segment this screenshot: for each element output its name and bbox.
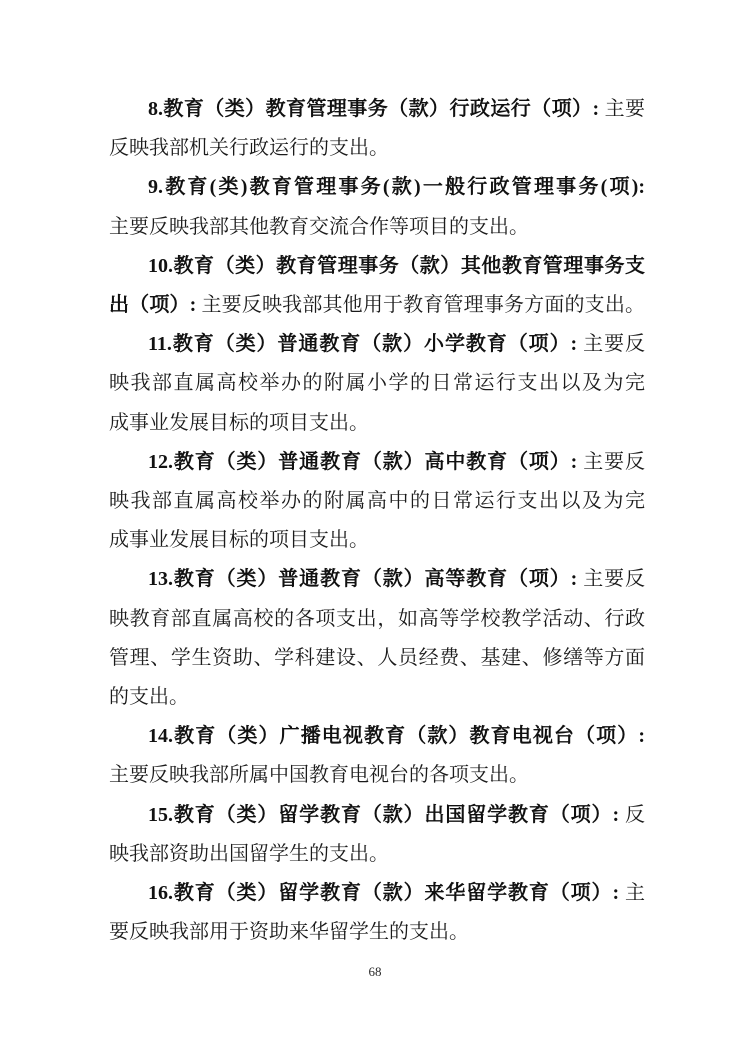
text-line [109,913,645,952]
text-line [109,874,645,913]
clause-text: 主要反映我部其他教育交流合作等项目的支出。 [109,215,529,238]
text-line [109,364,645,403]
paragraph-16 [109,874,645,952]
clause-text: 要反映我部用于资助来华留学生的支出。 [109,921,469,944]
page-footer [0,964,750,980]
clause-heading: 9.教育(类)教育管理事务(款)一般行政管理事务(项): [148,176,645,199]
clause-heading: 15.教育（类）留学教育（款）出国留学教育（项）: [148,803,620,826]
clause-heading: 16.教育（类）留学教育（款）来华留学教育（项）: [148,882,620,905]
text-line [109,404,645,443]
text-line [109,756,645,795]
text-line [109,796,645,835]
text-line [109,129,645,168]
page-number: 68 [368,964,382,979]
text-line [109,443,645,482]
paragraph-13 [109,560,645,717]
paragraph-15 [109,796,645,874]
paragraph-11 [109,325,645,443]
clause-text: 映教育部直属高校的各项支出，如高等学校教学活动、行政 [109,607,645,630]
text-line [109,678,645,717]
paragraph-12 [109,443,645,561]
clause-text: 管理、学生资助、学科建设、人员经费、基建、修缮等方面 [109,646,645,669]
clause-text: 主要 [599,98,646,120]
clause-text: 主 [619,882,645,905]
text-line [109,325,645,364]
clause-text: 反映我部机关行政运行的支出。 [109,137,389,160]
paragraph-10 [109,247,645,325]
text-line [109,717,645,756]
text-line [109,208,645,247]
clause-heading: 13.教育（类）普通教育（款）高等教育（项）: [148,568,578,591]
text-line [109,521,645,560]
document-body [109,0,645,952]
text-line [109,600,645,639]
text-line [109,247,645,286]
paragraph-14 [109,717,645,795]
text-line [109,639,645,678]
clause-text: 成事业发展目标的项目支出。 [109,411,369,434]
clause-text: 映我部资助出国留学生的支出。 [109,842,389,865]
clause-text: 反 [619,803,645,826]
text-line [109,90,645,129]
text-line [109,835,645,874]
clause-heading: 12.教育（类）普通教育（款）高中教育（项）: [148,450,578,473]
text-line [109,482,645,521]
clause-heading: 11.教育（类）普通教育（款）小学教育（项）: [148,333,578,356]
text-line [109,286,645,325]
clause-heading: 10.教育（类）教育管理事务（款）其他教育管理事务支 [148,254,645,277]
text-line [109,560,645,599]
clause-text: 映我部直属高校举办的附属高中的日常运行支出以及为完 [109,490,645,513]
clause-text: 主要反映我部其他用于教育管理事务方面的支出。 [196,294,645,317]
clause-text: 主要反 [577,333,645,356]
clause-text: 主要反 [577,568,645,591]
clause-heading: 出（项）: [109,294,197,317]
clause-heading: 14.教育（类）广播电视教育（款）教育电视台（项）: [148,725,645,748]
text-line [109,168,645,207]
clause-text: 映我部直属高校举办的附属小学的日常运行支出以及为完 [109,372,645,395]
clause-text: 的支出。 [109,686,189,709]
paragraph-9 [109,168,645,246]
paragraph-8 [109,90,645,168]
clause-text: 主要反 [577,450,645,473]
clause-text: 主要反映我部所属中国教育电视台的各项支出。 [109,764,529,787]
clause-text: 成事业发展目标的项目支出。 [109,529,369,552]
clause-heading: 8.教育（类）教育管理事务（款）行政运行（项）: [148,98,600,120]
